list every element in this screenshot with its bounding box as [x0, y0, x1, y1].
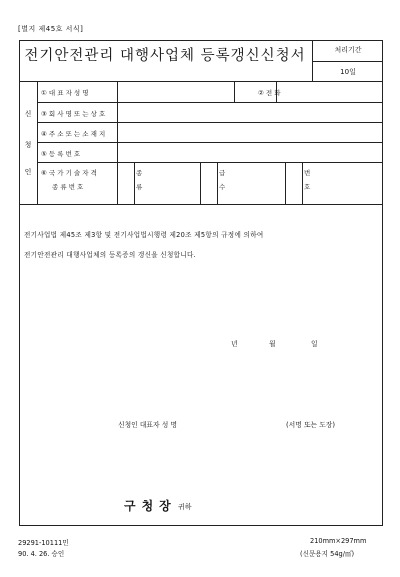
number-label: 호 — [304, 183, 311, 191]
technical-qualification-label: ⑥ 국 가 기 술 자 격 — [41, 169, 97, 177]
processing-period-label: 처리기간 — [334, 46, 362, 54]
applicant-side-label: 인 — [24, 168, 32, 176]
date-month-label: 월 — [269, 340, 276, 348]
number-label: 번 — [304, 169, 311, 177]
approval-date: 90. 4. 26. 승인 — [18, 550, 65, 558]
paper-spec: (신문용지 54g/㎡) — [300, 550, 355, 558]
addressee-suffix: 귀하 — [178, 503, 192, 511]
divider — [37, 162, 382, 163]
kind-label: 류 — [136, 183, 143, 191]
divider — [285, 162, 286, 204]
application-statement: 전기안전관리 대행사업체의 등록증의 갱신을 신청합니다. — [24, 251, 197, 259]
form-code: 29291-10111민 — [18, 539, 69, 547]
grade-label: 수 — [219, 183, 226, 191]
divider — [20, 81, 382, 82]
grade-label: 급 — [219, 169, 226, 177]
kind-label: 종 — [136, 169, 143, 177]
signature-note: (서명 또는 도장) — [286, 421, 336, 429]
divider — [200, 162, 201, 204]
addressee-name: 구청장 — [124, 499, 177, 513]
registration-number-label: ⑤ 등 록 번 호 — [41, 150, 81, 158]
paper-size: 210mm×297mm — [310, 537, 367, 545]
processing-period-value: 10일 — [340, 68, 356, 76]
date-day-label: 일 — [311, 340, 318, 348]
phone-label: ② 전 화 — [258, 89, 281, 97]
divider — [37, 122, 382, 123]
divider — [234, 81, 235, 102]
divider — [134, 162, 135, 204]
applicant-side-label: 신 — [24, 110, 32, 118]
divider — [20, 204, 382, 205]
address-label: ④ 주 소 또 는 소 재 지 — [41, 130, 106, 138]
technical-qualification-sublabel: 종 류 번 호 — [52, 183, 84, 191]
date-year-label: 년 — [231, 340, 238, 348]
divider — [312, 61, 382, 62]
form-title: 전기안전관리 대행사업체 등록갱신신청서 — [24, 48, 306, 64]
application-statement: 전기사업법 제45조 제3항 및 전기사업법시행령 제20조 제5항의 규정에 의하여 — [24, 231, 264, 239]
applicant-side-label: 청 — [24, 141, 32, 149]
rep-name-label: ① 대 표 자 성 명 — [41, 89, 89, 97]
signature-label: 신청인 대표자 성 명 — [118, 421, 178, 429]
divider — [302, 162, 303, 204]
divider — [37, 142, 382, 143]
divider — [37, 102, 382, 103]
divider — [217, 162, 218, 204]
form-number: [별지 제45호 서식] — [18, 25, 84, 33]
company-name-label: ③ 회 사 명 또 는 상 호 — [41, 110, 106, 118]
divider — [117, 81, 118, 204]
